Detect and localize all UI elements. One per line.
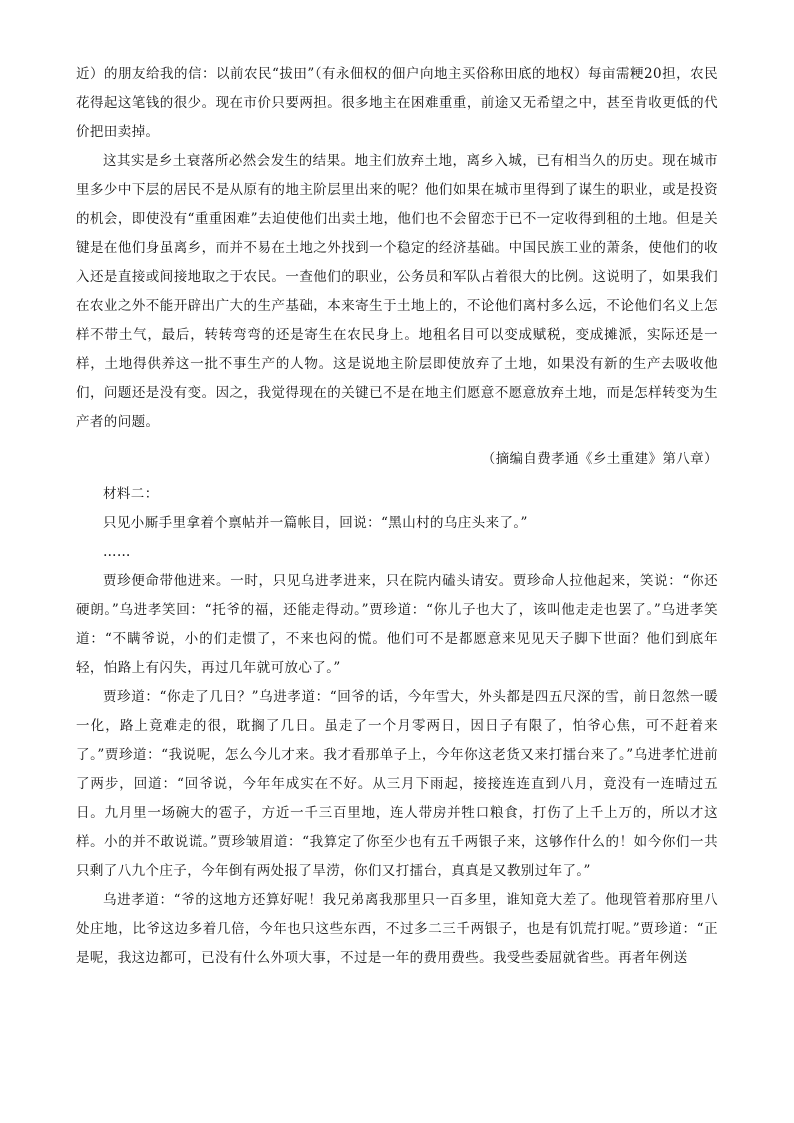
paragraph-rural-decline: 这其实是乡土衰落所必然会发生的结果。地主们放弃土地，离乡入城，已有相当久的历史。现在城市里多少中下层的居民不是从原有的地主阶层里出来的呢？他们如果在城市里得到了谋生的职业，或是投资的机会，即使没有“重重困难”去迫使他们出卖土地，他们也不会留恋于已不一定收得到租的土地。但是关键是在他们身虽离乡，而并不易在土地之外找到一个稳定的经济基础。中国民族工业的萧条，使他们的收入还是直接或间接地取之于农民。一查他们的职业，公务员和军队占着很大的比例。这说明了，如果我们在农业之外不能开辟出广大的生产基础，本来寄生于土地上的，不论他们离村多么远，不论他们名义上怎样不带土气，最后，转转弯弯的还是寄生在农民身上。地租名目可以变成赋税，变成摊派，实际还是一样，土地得供养这一批不事生产的人物。这是说地主阶层即使放弃了土地，如果没有新的生产去吸收他们，问题还是没有变。因之，我觉得现在的关键已不是在地主们愿意不愿意放弃土地，而是怎样转变为生产者的问题。: [76, 153, 718, 430]
document-page: [76, 60, 718, 973]
paragraph-wu-jinxiao-arrives: 贾珍便命带他进来。一时，只见乌进孝进来，只在院内磕头请安。贾珍命人拉他起来，笑说：“你还硬朗。”乌进孝笑回：“托爷的福，还能走得动。”贾珍道：“你儿子也大了，该叫他走走也罢了。”乌进孝笑道：“不瞒爷说，小的们走惯了，不来也闷的慌。他们可不是都愿意来见见天子脚下世面？他们到底年轻，怕路上有闪失，再过几年就可放心了。”: [76, 573, 718, 676]
ellipsis-line: ……: [103, 544, 131, 560]
source-citation: （摘编自费孝通《乡土重建》第八章）: [481, 451, 718, 467]
paragraph-continued: 近）的朋友给我的信：以前农民“拔田”（有永佃权的佃户向地主买俗称田底的地权）每亩需粳20担，农民花得起这笔钱的很少。现在市价只要两担。很多地主在困难重重，前途又无希望之中，甚至肯收更低的代价把田卖掉。: [76, 66, 718, 140]
material-two-label: 材料二：: [103, 486, 159, 502]
paragraph-journey-and-harvest: 贾珍道：“你走了几日？”乌进孝道：“回爷的话，今年雪大，外头都是四五尺深的雪，前日忽然一暖一化，路上竟难走的很，耽搁了几日。虽走了一个月零两日，因日子有限了，怕爷心焦，可不赶着来了。”贾珍道：“我说呢，怎么今儿才来。我才看那单子上，今年你这老货又来打擂台来了。”乌进孝忙进前了两步，回道：“回爷说，今年年成实在不好。从三月下雨起，接接连连直到八月，竟没有一连晴过五日。九月里一场碗大的雹子，方近一千三百里地，连人带房并牲口粮食，打伤了上千上万的，所以才这样。小的并不敢说谎。”贾珍皱眉道：“我算定了你至少也有五千两银子来，这够作什么的！如今你们一共只剩了八九个庄子，今年倒有两处报了旱涝，你们又打擂台，真真是又教别过年了。”: [76, 689, 718, 879]
paragraph-brother-estate: 乌进孝道：“爷的这地方还算好呢！我兄弟离我那里只一百多里，谁知竟大差了。他现管着那府里八处庄地，比爷这边多着几倍，今年也只这些东西，不过多二三千两银子，也是有饥荒打呢。”贾珍道：“正是呢，我这边都可，已没有什么外项大事，不过是一年的费用费些。我受些委屈就省些。再者年例送: [76, 892, 718, 966]
paragraph-servant-report: 只见小厮手里拿着个禀帖并一篇帐目，回说：“黑山村的乌庄头来了。”: [103, 515, 528, 531]
